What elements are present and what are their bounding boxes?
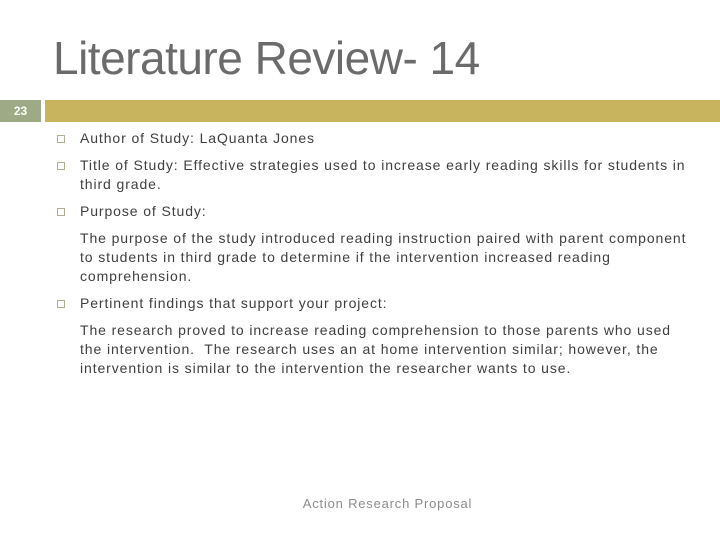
body-text: The research proved to increase reading comprehension to those parents who used the intervention. The research uses an at home intervention similar; however, the intervention is similar to the intervention the researcher wants to use.	[80, 322, 676, 376]
bullet-square-icon	[57, 300, 65, 308]
bullet-item	[57, 156, 692, 194]
body-text: Title of Study: Effective strategies used to increase early reading skills for students in third grade.	[80, 157, 691, 192]
slide-body	[57, 129, 692, 386]
bullet-item	[57, 129, 692, 148]
bullet-square-icon	[57, 135, 65, 143]
bullet-item	[57, 202, 692, 221]
bullet-square-icon	[57, 208, 65, 216]
slide-number-badge	[0, 100, 41, 122]
header-band	[0, 100, 720, 122]
body-text: Pertinent findings that support your project:	[80, 295, 388, 311]
body-text: The purpose of the study introduced reading instruction paired with parent component to students in third grade to determine if the intervention increased reading comprehension.	[80, 230, 692, 284]
body-paragraph	[57, 321, 692, 378]
slide-number: 23	[13, 104, 28, 118]
bullet-square-icon	[57, 162, 65, 170]
body-text: Purpose of Study:	[80, 203, 207, 219]
footer-text: Action Research Proposal	[302, 496, 473, 511]
bullet-item	[57, 294, 692, 313]
body-text: Author of Study: LaQuanta Jones	[80, 130, 315, 146]
slide-title: Literature Review- 14	[53, 32, 480, 84]
body-paragraph	[57, 229, 692, 286]
accent-bar	[45, 100, 720, 122]
